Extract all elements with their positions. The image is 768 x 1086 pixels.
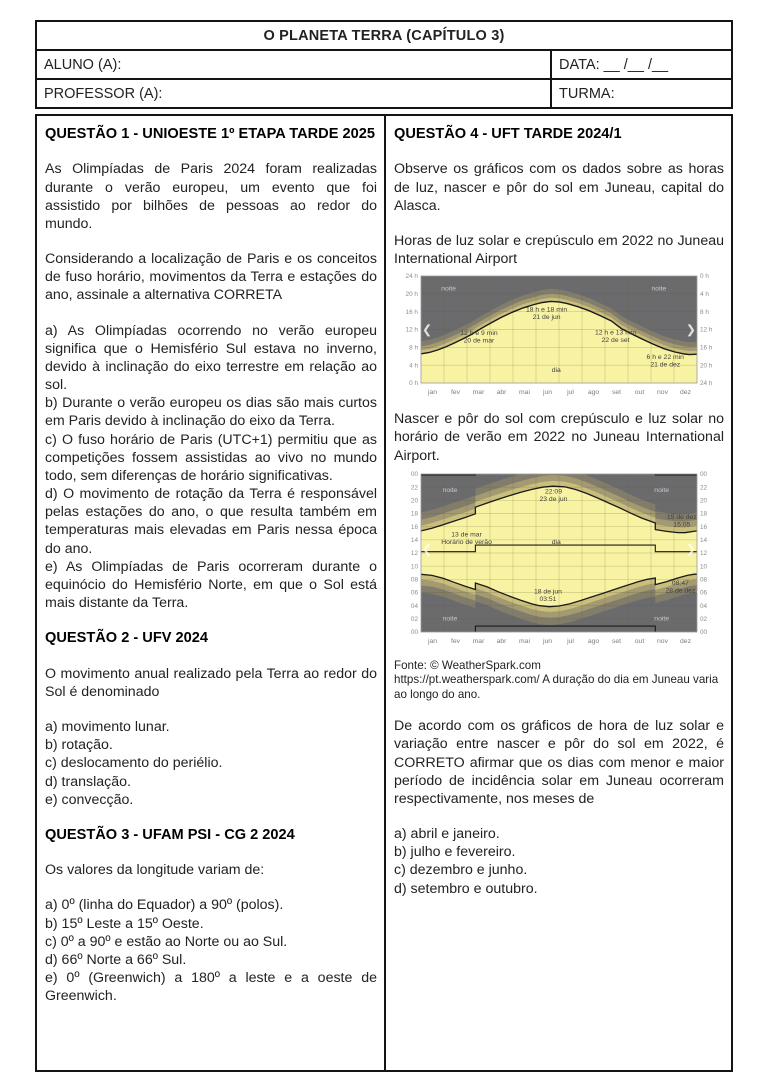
option: b) 15º Leste a 15º Oeste. [45,915,204,932]
y-axis-tick-left: 04 [410,602,418,610]
option: a) movimento lunar. [45,719,170,736]
chart-annotation: noite [651,285,667,293]
chart-annotation: 23 de jun [539,495,568,503]
y-axis-tick-right: 04 [700,602,708,610]
column-left [37,116,386,1070]
option: c) O fuso horário de Paris (UTC+1) permitiu que as competições fossem assistidas ao vivo no mundo todo, sem diferenças de horário significativas. [45,431,377,484]
question-title: QUESTÃO 2 - UFV 2024 [45,630,209,647]
question-title: QUESTÃO 4 - UFT TARDE 2024/1 [394,126,622,142]
options-list [45,322,377,613]
y-axis-tick-right: 20 [700,497,708,505]
y-axis-tick-right: 12 [700,549,708,557]
y-axis-tick-left: 20 [410,497,418,505]
y-axis-tick-left: 06 [410,589,418,597]
y-axis-tick-right: 02 [700,615,708,623]
question-1 [45,125,377,612]
y-axis-tick-left: 20 h [405,291,418,299]
option: c) deslocamento do periélio. [45,755,223,772]
option: c) dezembro e junho. [394,862,528,879]
chart-annotation: 21 de dez [650,361,681,369]
header-table [35,20,733,109]
chart-annotation: noite [442,486,458,494]
question-title: QUESTÃO 1 - UNIOESTE 1º ETAPA TARDE 2025 [45,126,375,142]
option: d) setembro e outubro. [394,880,538,897]
chart-annotation: 20 de mar [463,337,495,345]
date-field: DATA: __ /__ /__ [551,50,732,79]
y-axis-tick-right: 16 h [700,344,713,352]
y-axis-tick-left: 4 h [409,362,418,370]
option: e) convecção. [45,791,134,808]
chart-annotation: 12 h e 13 min [594,329,637,337]
question-text: As Olimpíadas de Paris 2024 foram realizadas durante o verão europeu, um evento que foi assistido por bilhões de pessoas ao redor do mundo. [45,161,377,232]
x-axis-month-label: set [611,637,622,645]
y-axis-tick-right: 22 [700,484,708,492]
option: b) Durante o verão europeu os dias são mais curtos em Paris devido à inclinação do eixo da Terra. [45,395,377,430]
x-axis-month-label: dez [680,389,691,397]
y-axis-tick-right: 12 h [700,326,713,334]
y-axis-tick-right: 10 [700,563,708,571]
x-axis-month-label: jul [567,389,574,397]
y-axis-tick-right: 20 h [700,362,713,370]
y-axis-tick-right: 16 [700,523,708,531]
question-text: De acordo com os gráficos de hora de luz solar e variação entre nascer e pôr do sol em 2022, é CORRETO afirmar que os dias com menor e maior período de incidência solar em Juneau ocorreram respectivamente, nos meses de [394,718,724,807]
source-note [394,659,724,702]
y-axis-tick-right: 14 [700,536,708,544]
x-axis-month-label: out [634,637,645,645]
x-axis-month-label: abr [496,637,507,645]
student-name-field: ALUNO (A): [36,50,551,79]
y-axis-tick-right: 18 [700,510,708,518]
options-list [394,825,724,898]
chart-annotation: 21 de jun [532,314,561,322]
x-axis-month-label: mar [472,389,485,397]
y-axis-tick-left: 12 h [405,326,418,334]
chart-annotation: 15:05 [673,521,691,529]
chart-annotation: Horário de verão [441,538,492,546]
x-axis-month-label: set [611,389,622,397]
x-axis-month-label: out [634,389,645,397]
option: d) translação. [45,773,131,790]
option: b) rotação. [45,737,113,754]
x-axis-month-label: mar [472,637,485,645]
teacher-name-field: PROFESSOR (A): [36,79,551,108]
option: a) As Olimpíadas ocorrendo no verão europeu significa que o Hemisfério Sul estava no inverno, devido à inclinação do eixo terrestre em relação ao sol. [45,322,377,394]
chart-caption: Horas de luz solar e crepúsculo em 2022 no Juneau International Airport [394,232,724,268]
x-axis-month-label: jul [567,637,574,645]
option: c) 0º a 90º e estão ao Norte ou ao Sul. [45,933,288,950]
y-axis-tick-left: 12 [410,549,418,557]
x-axis-month-label: ago [587,389,600,397]
y-axis-tick-left: 0 h [409,380,418,388]
chart-annotation: dia [551,538,561,546]
chart-daylight-hours [394,272,724,398]
y-axis-tick-right: 06 [700,589,708,597]
y-axis-tick-left: 24 h [405,273,418,281]
y-axis-tick-left: 10 [410,563,418,571]
chart-annotation: 13 de mar [451,531,482,539]
chart-sunrise-sunset [394,469,724,647]
x-axis-month-label: jun [542,637,553,645]
source-line: Fonte: © WeatherSpark.com [394,658,541,672]
option: d) 66º Norte a 66º Sul. [45,951,187,968]
x-axis-month-label: abr [496,389,507,397]
question-title: QUESTÃO 3 - UFAM PSI - CG 2 2024 [45,826,295,843]
y-axis-tick-left: 16 h [405,309,418,317]
x-axis-month-label: nov [657,389,668,397]
x-axis-month-label: fev [450,637,461,645]
x-axis-month-label: fev [450,389,461,397]
question-text: O movimento anual realizado pela Terra ao redor do Sol é denominado [45,665,377,700]
chart-caption: Nascer e pôr do sol com crepúsculo e luz solar no horário de verão em 2022 no Juneau International Airport. [394,411,724,464]
y-axis-tick-right: 08 [700,576,708,584]
option: e) 0º (Greenwich) a 180º a leste e a oeste de Greenwich. [45,970,377,1005]
y-axis-tick-right: 24 h [700,380,713,388]
option: a) abril e janeiro. [394,826,500,843]
option: e) As Olimpíadas de Paris ocorreram durante o equinócio do Hemisfério Norte, em que o Sol está mais distante da Terra. [45,558,377,612]
y-axis-tick-left: 00 [410,628,418,636]
chart-annotation: 22 de set [601,337,630,345]
chart-annotation: noite [654,615,670,623]
chart-annotation: 6 h e 22 min [646,354,684,362]
chart-annotation: noite [441,285,456,293]
y-axis-tick-left: 00 [410,470,418,478]
options-list [45,896,377,1005]
y-axis-tick-left: 14 [410,536,418,544]
x-axis-month-label: dez [680,637,691,645]
y-axis-tick-right: 4 h [700,291,709,299]
y-axis-tick-right: 00 [700,628,708,636]
option: b) julho e fevereiro. [394,844,516,861]
chart-annotation: 18 h e 18 min [525,306,568,314]
column-right [386,116,731,1070]
question-4 [394,125,724,898]
chart-annotation: noite [442,615,458,623]
x-axis-month-label: ago [587,637,600,645]
y-axis-tick-left: 8 h [409,344,418,352]
questions-grid [35,114,733,1072]
chart-next-icon[interactable]: ❯ [685,541,696,556]
x-axis-month-label: mai [519,637,530,645]
y-axis-tick-left: 02 [410,615,418,623]
chart-prev-icon[interactable]: ❮ [422,322,433,337]
chart-annotation: 03:51 [539,595,557,603]
chart-annotation: noite [654,486,670,494]
x-axis-month-label: jan [427,389,438,397]
y-axis-tick-left: 18 [410,510,418,518]
chart-next-icon[interactable]: ❯ [685,322,696,337]
chart-annotation: 28 de dez [665,587,696,595]
x-axis-month-label: nov [657,637,668,645]
chart-annotation: 18 de jun [533,588,562,596]
y-axis-tick-right: 8 h [700,309,709,317]
chart-annotation: 15 de dez [666,513,697,521]
y-axis-tick-right: 0 h [700,273,709,281]
option: d) O movimento de rotação da Terra é responsável pelas estações do ano, o que resulta também em temperaturas mais elevadas em Paris nessa época do ano. [45,486,377,557]
option: a) 0º (linha do Equador) a 90º (polos). [45,897,284,914]
y-axis-tick-left: 22 [410,484,418,492]
x-axis-month-label: mai [519,389,530,397]
question-2 [45,629,377,809]
y-axis-tick-right: 00 [700,470,708,478]
chart-annotation: 08:47 [671,579,689,587]
question-3 [45,826,377,1006]
chart-annotation: 22:09 [544,488,562,496]
chart-annotation: dia [551,367,561,375]
x-axis-month-label: jan [427,637,438,645]
question-text: Observe os gráficos com os dados sobre as horas de luz, nascer e pôr do sol em Juneau, capital do Alasca. [394,161,724,214]
options-list [45,718,377,809]
x-axis-month-label: jun [542,389,553,397]
chart-annotation: 12 h e 9 min [460,330,498,338]
y-axis-tick-left: 08 [410,576,418,584]
worksheet-page [35,20,733,1072]
chart-prev-icon[interactable]: ❮ [422,541,433,556]
question-text: Os valores da longitude variam de: [45,862,265,879]
source-line: https://pt.weatherspark.com/ A duração do dia em Juneau varia ao longo do ano. [394,673,719,701]
class-field: TURMA: [551,79,732,108]
y-axis-tick-left: 16 [410,523,418,531]
page-title: O PLANETA TERRA (CAPÍTULO 3) [36,21,732,50]
question-text: Considerando a localização de Paris e os conceitos de fuso horário, movimentos da Terra e estações do ano, assinale a alternativa CORRETA [45,251,377,304]
